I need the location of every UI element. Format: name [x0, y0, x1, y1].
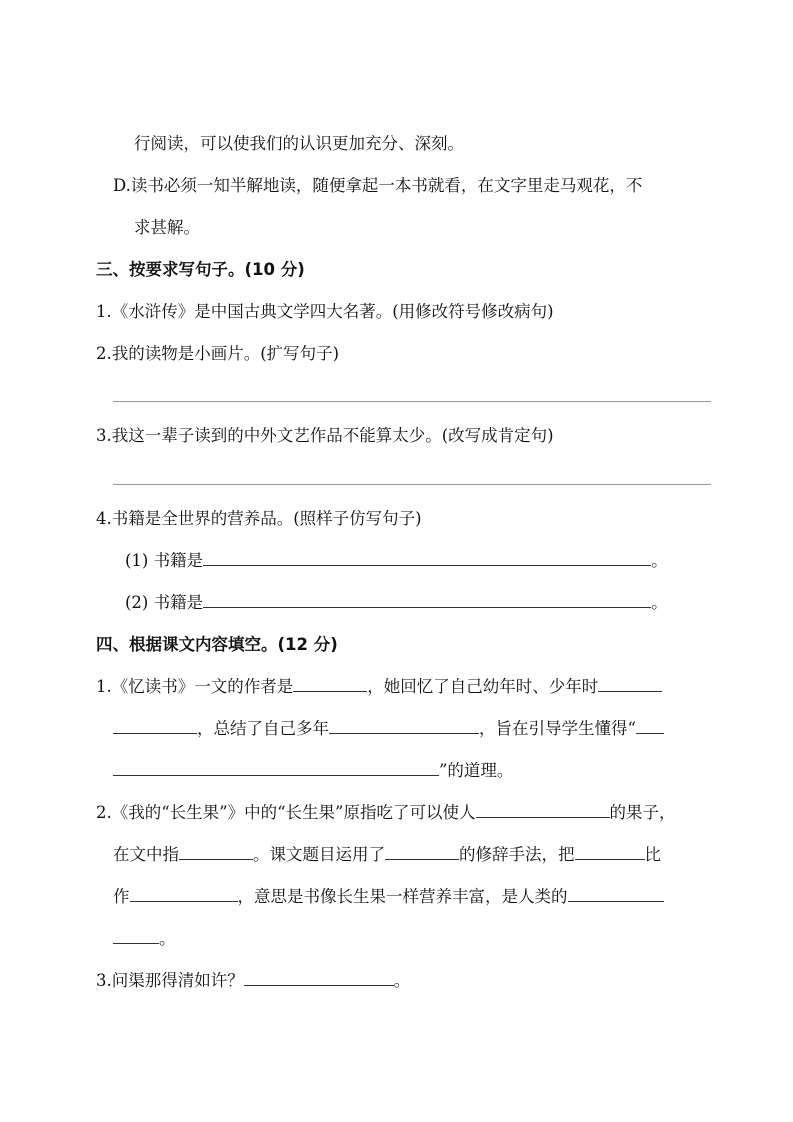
s3-q3-answer-line[interactable] — [113, 484, 711, 485]
s4-q1-num: 1. — [96, 677, 112, 696]
s3-q4-sub-1 — [125, 550, 668, 572]
s4-q1-blank-1[interactable] — [293, 676, 367, 692]
s4-q1-t3: ，总结了自己多年 — [197, 719, 329, 738]
s3-q1-text: 《水浒传》是中国古典文学四大名著。(用修改符号修改病句) — [111, 302, 554, 321]
s4-q2-blank-6-cont[interactable] — [113, 928, 159, 944]
s4-q1-blank-3[interactable] — [329, 718, 479, 734]
s3-q3-num: 3. — [96, 426, 112, 445]
s4-q2-num: 2. — [96, 803, 112, 822]
s4-q1-t2: ，她回忆了自己幼年时、少年时 — [367, 677, 599, 696]
s4-q3-num: 3. — [96, 971, 112, 990]
s4-q2-t1: 《我的“长生果”》中的“长生果”原指吃了可以使人 — [111, 803, 476, 822]
s3-q3-text: 我这一辈子读到的中外文艺作品不能算太少。(改写成肯定句) — [111, 426, 554, 445]
s3-q4-sub1-prefix: 书籍是 — [153, 551, 204, 570]
s4-q2-blank-4[interactable] — [575, 844, 645, 860]
s4-q2-t6: 比 — [644, 845, 661, 864]
s4-q1-t5: ”的道理。 — [439, 761, 514, 780]
s4-q2-t5: 的修辞手法，把 — [459, 845, 575, 864]
s4-q1-blank-4[interactable] — [636, 718, 664, 734]
s4-q2-blank-6[interactable] — [568, 886, 664, 902]
s3-q4-sub1-end: 。 — [651, 551, 668, 570]
option-d-continuation: 求甚解。 — [134, 218, 200, 237]
option-d-label: D. — [113, 176, 131, 195]
s4-q2-t4: 。课文题目运用了 — [253, 845, 385, 864]
s3-question-3 — [96, 425, 554, 447]
s4-question-3 — [96, 970, 410, 992]
option-c-continuation: 行阅读，可以使我们的认识更加充分、深刻。 — [134, 134, 464, 153]
s4-q1-blank-2-cont[interactable] — [113, 718, 197, 734]
s3-q4-sub2-label: (2) — [125, 593, 149, 612]
s3-q4-sub-2 — [125, 592, 668, 614]
s4-question-2-line-2 — [113, 844, 661, 866]
s3-q4-sub1-blank[interactable] — [203, 550, 651, 566]
s4-q2-blank-3[interactable] — [385, 844, 459, 860]
s3-q2-text: 我的读物是小画片。(扩写句子) — [111, 344, 340, 363]
s3-question-4 — [96, 508, 422, 530]
s4-question-1-line-1 — [96, 676, 662, 698]
s4-q1-blank-4-cont[interactable] — [113, 760, 439, 776]
s3-question-2 — [96, 343, 339, 365]
s4-question-2-line-1 — [96, 802, 676, 824]
s3-q4-sub1-label: (1) — [125, 551, 149, 570]
s4-q3-t2: 。 — [393, 971, 411, 990]
s3-question-1 — [96, 301, 554, 323]
s3-q4-text: 书籍是全世界的营养品。(照样子仿写句子) — [111, 509, 422, 528]
s4-q2-blank-2[interactable] — [179, 844, 253, 860]
s3-q1-num: 1. — [96, 302, 112, 321]
s4-q2-t8: ，意思是书像长生果一样营养丰富，是人类的 — [237, 887, 568, 906]
s4-q2-t7: 作 — [113, 887, 130, 906]
s3-q2-answer-line[interactable] — [113, 401, 711, 402]
s3-q4-sub2-blank[interactable] — [203, 592, 651, 608]
s4-q3-blank[interactable] — [244, 970, 394, 986]
section-3-title: 三、按要求写句子。(10 分) — [96, 260, 305, 279]
s4-question-1-line-2 — [113, 718, 664, 740]
s4-question-2-line-4 — [113, 928, 176, 950]
s3-q2-num: 2. — [96, 344, 112, 363]
s4-q2-t9: 。 — [159, 929, 176, 948]
s4-q3-t1: 问渠那得清如许？ — [111, 971, 244, 990]
s4-q2-t2: 的果子， — [609, 803, 676, 822]
s4-question-1-line-3 — [113, 760, 513, 782]
s3-q4-sub2-prefix: 书籍是 — [153, 593, 204, 612]
s4-q1-blank-2[interactable] — [598, 676, 662, 692]
s4-q1-t1: 《忆读书》一文的作者是 — [111, 677, 294, 696]
s3-q4-sub2-end: 。 — [651, 593, 668, 612]
s4-q2-t3: 在文中指 — [113, 845, 179, 864]
s3-q4-num: 4. — [96, 509, 112, 528]
s4-q1-t4: ，旨在引导学生懂得“ — [479, 719, 636, 738]
option-d-text: 读书必须一知半解地读，随便拿起一本书就看，在文字里走马观花，不 — [130, 176, 643, 195]
s4-q2-blank-5[interactable] — [130, 886, 238, 902]
s4-question-2-line-3 — [113, 886, 664, 908]
section-4-title: 四、根据课文内容填空。(12 分) — [96, 635, 338, 654]
s4-q2-blank-1[interactable] — [476, 802, 610, 818]
option-d — [113, 175, 642, 197]
